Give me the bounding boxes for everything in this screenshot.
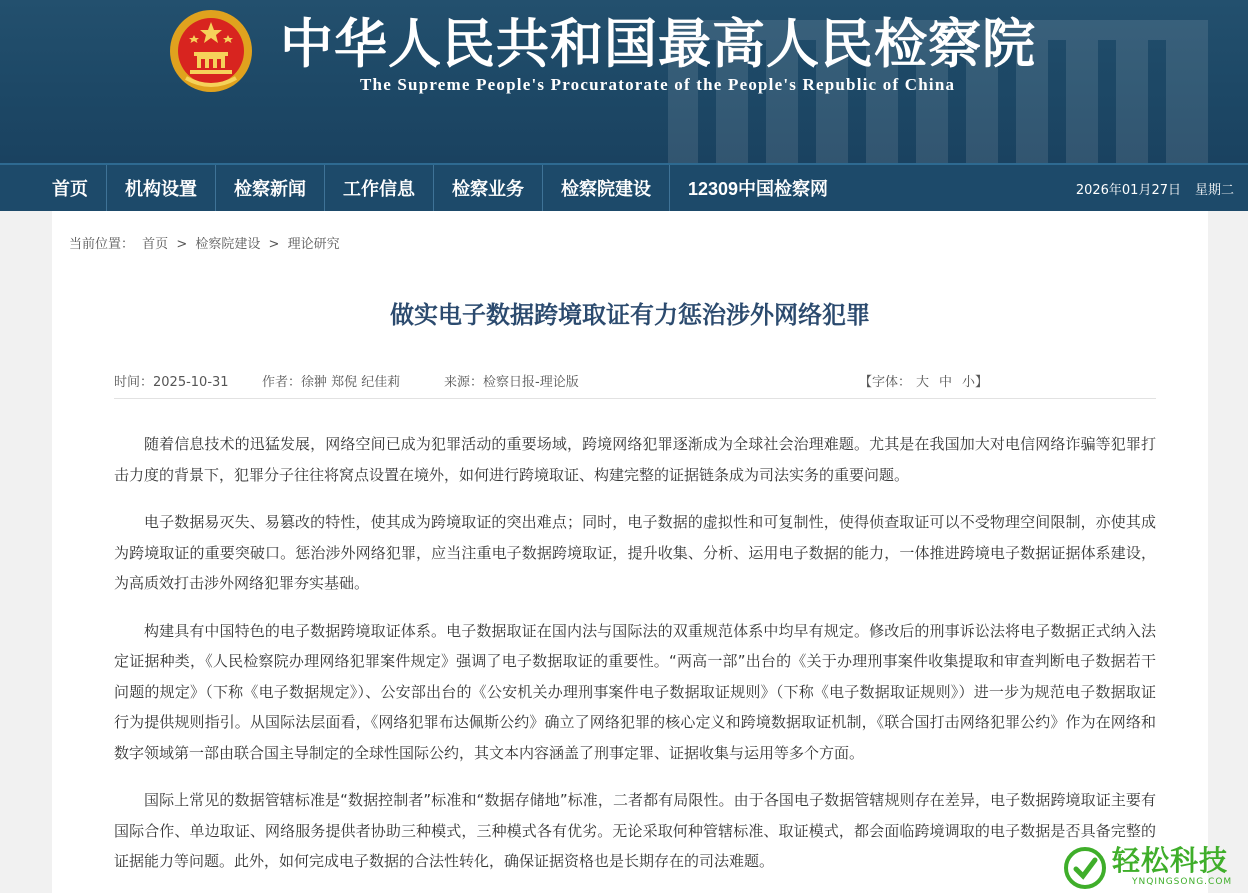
font-small-button[interactable]: 小】 [962, 375, 989, 390]
publish-time: 时间：2025-10-31 [114, 375, 229, 390]
current-weekday: 星期二 [1194, 182, 1234, 198]
font-size-control [859, 371, 993, 390]
article-paragraph: 构建具有中国特色的电子数据跨境取证体系。电子数据取证在国内法与国际法的双重规范体系中均早有规定。修改后的刑事诉讼法将电子数据正式纳入法定证据种类，《人民检察院办理网络犯罪案件规定》强调了电子数据取证的重要性。“两高一部”出台的《关于办理刑事案件收集提取和审查判断电子数据若干问题的规定》（下称《电子数据规定》）、公安部出台的《公安机关办理刑事案件电子数据取证规则》（下称《电子数据取证规则》）进一步为规范电子数据取证行为提供规则指引。从国际法层面看，《网络犯罪布达佩斯公约》确立了网络犯罪的核心定义和跨境数据取证机制，《联合国打击网络犯罪公约》作为在网络和数字领域第一部由联合国主导制定的全球性国际公约，其文本内容涵盖了刑事定罪、证据收集与运用等多个方面。 [114, 621, 1156, 762]
article-meta [114, 371, 1156, 399]
site-subtitle: The Supreme People's Procuratorate of the People's Republic of China [360, 75, 956, 94]
breadcrumb [69, 233, 344, 252]
watermark-logo-icon [1064, 847, 1106, 889]
national-emblem-icon [168, 8, 254, 94]
breadcrumb-home[interactable]: 首页 [142, 237, 169, 252]
main-navigation [0, 163, 1248, 211]
article-source: 来源：检察日报-理论版 [444, 375, 579, 390]
breadcrumb-construction[interactable]: 检察院建设 [195, 237, 261, 252]
nav-home[interactable]: 首页 [0, 165, 107, 211]
nav-construction[interactable]: 检察院建设 [543, 165, 670, 211]
font-large-button[interactable]: 大 [916, 375, 930, 390]
site-header [0, 0, 1248, 163]
article-author: 作者：徐翀 郑倪 纪佳莉 [262, 375, 401, 390]
font-medium-button[interactable]: 中 [939, 375, 953, 390]
nav-12309[interactable]: 12309中国检察网 [688, 179, 829, 199]
article-paragraph: 国际上常见的数据管辖标准是“数据控制者”标准和“数据存储地”标准，二者都有局限性。由于各国电子数据管辖规则存在差异，电子数据跨境取证主要有国际合作、单边取证、网络服务提供者协助三种模式，三种模式各有优劣。无论采取何种管辖标准、取证模式，都会面临跨境调取的电子数据是否具备完整的证据能力等问题。此外，如何完成电子数据的合法性转化，确保证据资格也是长期存在的司法难题。 [114, 791, 1156, 870]
nav-business[interactable]: 检察业务 [434, 165, 543, 211]
site-title: 中华人民共和国最高人民检察院 [280, 13, 1036, 75]
current-date: 2026年01月27日 [1075, 182, 1181, 198]
date-display [1076, 165, 1248, 211]
watermark-text: 轻松科技 [1112, 844, 1229, 877]
article-paragraph: 电子数据易灭失、易篡改的特性，使其成为跨境取证的突出难点；同时，电子数据的虚拟性和可复制性，使得侦查取证可以不受物理空间限制，亦使其成为跨境取证的重要突破口。惩治涉外网络犯罪，应当注重电子数据跨境取证，提升收集、分析、运用电子数据的能力，一体推进跨境电子数据证据体系建设，为高质效打击涉外网络犯罪夯实基础。 [114, 513, 1156, 592]
breadcrumb-separator: > [268, 237, 280, 252]
article-title: 做实电子数据跨境取证有力惩治涉外网络犯罪 [390, 300, 870, 329]
nav-news[interactable]: 检察新闻 [216, 165, 325, 211]
watermark-subtext: YNQINGSONG.COM [1132, 877, 1233, 887]
breadcrumb-separator: > [176, 237, 188, 252]
nav-work-info[interactable]: 工作信息 [325, 165, 434, 211]
breadcrumb-theory[interactable]: 理论研究 [287, 237, 340, 252]
watermark [1058, 845, 1248, 893]
nav-organization[interactable]: 机构设置 [107, 165, 216, 211]
breadcrumb-prefix: 当前位置： [69, 237, 135, 252]
font-size-label: 【字体： [859, 375, 912, 390]
article-paragraph: 随着信息技术的迅猛发展，网络空间已成为犯罪活动的重要场域，跨境网络犯罪逐渐成为全球社会治理难题。尤其是在我国加大对电信网络诈骗等犯罪打击力度的背景下，犯罪分子往往将窝点设置在境外，如何进行跨境取证、构建完整的证据链条成为司法实务的重要问题。 [114, 435, 1156, 484]
article-body [114, 429, 1156, 893]
article-container [52, 211, 1208, 893]
